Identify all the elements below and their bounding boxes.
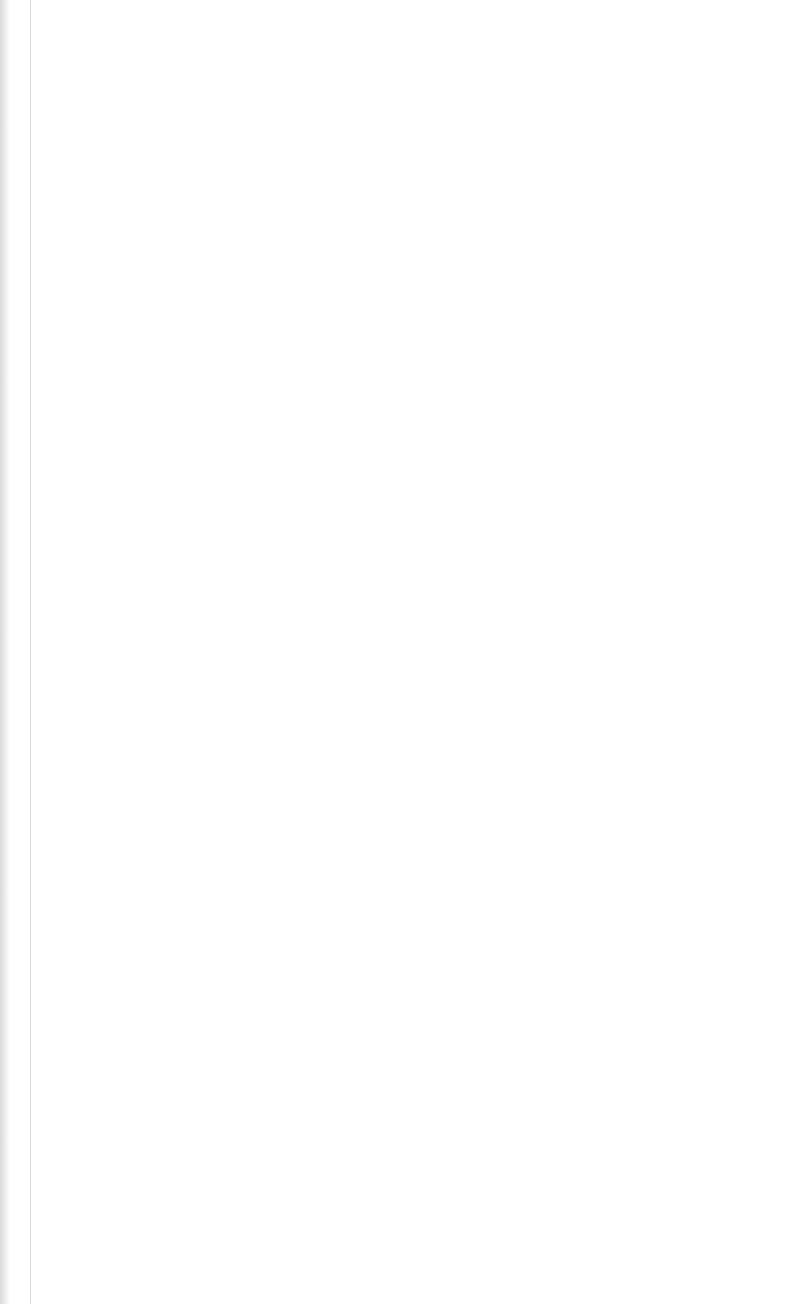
spine-line — [30, 0, 31, 1304]
page-edge-shadow — [0, 0, 10, 1304]
